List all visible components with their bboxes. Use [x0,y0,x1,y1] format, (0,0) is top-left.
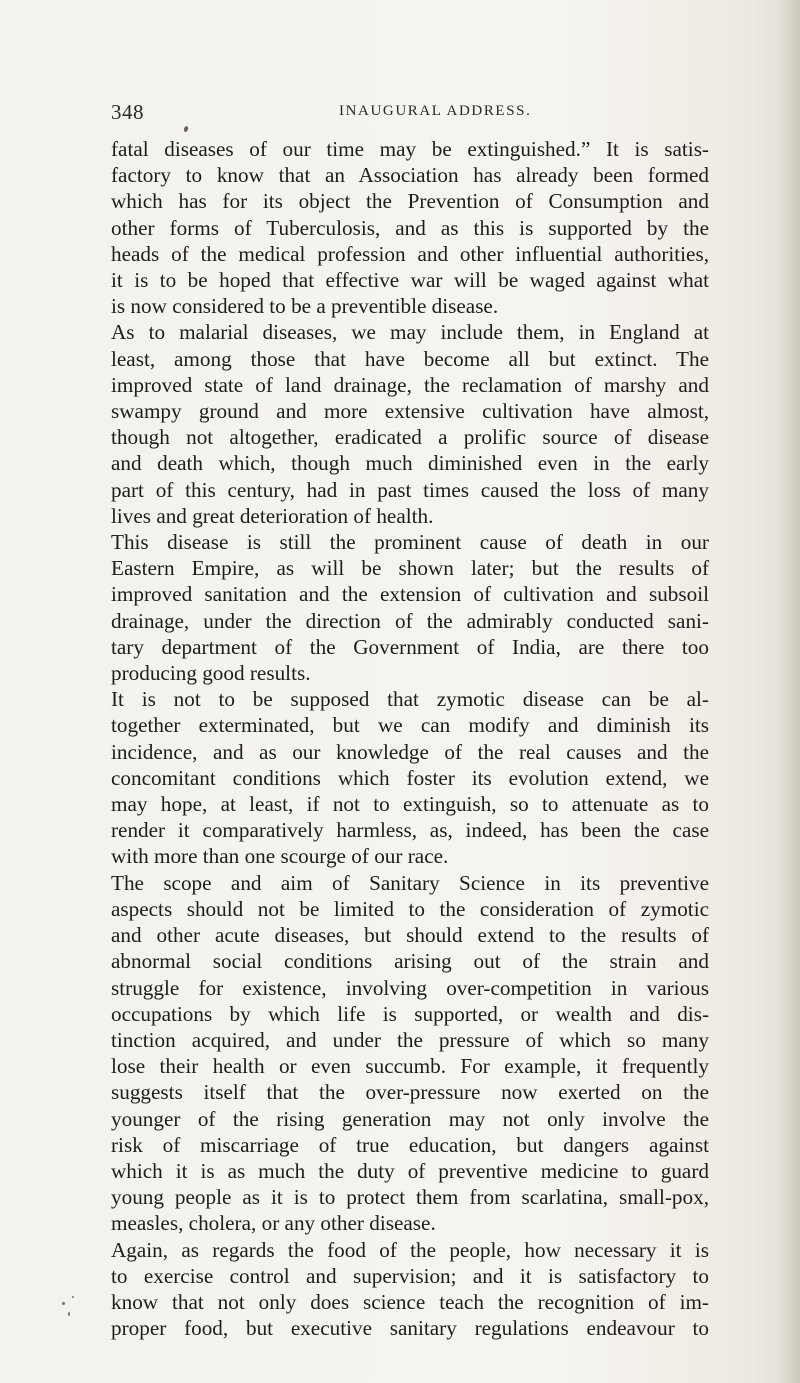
text-line: other forms of Tuberculosis, and as this is supported by the [111,215,709,240]
paragraph [111,870,709,1237]
text-line: fatal diseases of our time may be extinguished.” It is satis- [111,137,709,161]
ink-speck [72,1296,74,1298]
text-line: together exterminated, but we can modify and diminish its [111,713,709,738]
running-head: INAUGURAL ADDRESS. [339,103,532,119]
text-line: part of this century, had in past times caused the loss of many [111,477,709,502]
text-line: tinction acquired, and under the pressure of which so many [111,1027,709,1052]
text-line: Again, as regards the food of the people, how necessary it is [111,1237,709,1262]
text-line: abnormal social conditions arising out of the strain and [111,949,709,974]
text-line: may hope, at least, if not to extinguish, so to attenuate as to [111,792,709,817]
text-line: Eastern Empire, as will be shown later; but the results of [111,556,709,581]
text-line: and death which, though much diminished even in the early [111,451,709,476]
text-line: which has for its object the Prevention of Consumption and [111,189,709,214]
text-line: least, among those that have become all but extinct. The [111,346,709,371]
paragraph [111,529,709,686]
text-line: concomitant conditions which foster its evolution extend, we [111,765,709,790]
text-line: producing good results. [111,661,311,686]
text-line: improved sanitation and the extension of cultivation and subsoil [111,582,709,607]
paragraph [111,319,709,529]
text-line: render it comparatively harmless, as, indeed, has been the case [111,818,709,843]
paragraph [111,1237,709,1342]
text-line: measles, cholera, or any other disease. [111,1211,436,1236]
text-line: lose their health or even succumb. For example, it frequently [111,1054,709,1079]
text-line: to exercise control and supervision; and it is satisfactory to [111,1263,709,1288]
text-line: know that not only does science teach the recognition of im- [111,1289,709,1314]
text-line: This disease is still the prominent cause of death in our [111,530,709,555]
text-line: risk of miscarriage of true education, but dangers against [111,1132,709,1157]
text-line: it is to be hoped that effective war will be waged against what [111,268,709,293]
text-line: incidence, and as our knowledge of the real causes and the [111,739,709,764]
ink-speck [183,125,189,132]
text-line: swampy ground and more extensive cultivation have almost, [111,399,709,424]
text-line: which it is as much the duty of preventive medicine to guard [111,1158,709,1183]
paragraph [111,686,709,869]
ink-speck [68,1312,70,1316]
ink-speck [62,1302,65,1305]
text-line: and other acute diseases, but should extend to the results of [111,923,709,948]
text-line: suggests itself that the over-pressure now exerted on the [111,1080,709,1105]
text-line: aspects should not be limited to the consideration of zymotic [111,896,709,921]
text-line: lives and great deterioration of health. [111,503,434,528]
text-line: As to malarial diseases, we may include them, in England at [111,320,709,345]
text-line: heads of the medical profession and other influential authorities, [111,241,709,266]
page-header [111,100,709,130]
text-line: young people as it is to protect them from scarlatina, small-pox, [111,1185,709,1210]
text-line: It is not to be supposed that zymotic disease can be al- [111,687,709,712]
text-line: struggle for existence, involving over-competition in various [111,975,709,1000]
text-line: though not altogether, eradicated a prolific source of disease [111,425,709,450]
text-line: tary department of the Government of India, are there too [111,634,709,659]
text-line: with more than one scourge of our race. [111,844,449,869]
text-line: is now considered to be a preventible disease. [111,294,499,319]
text-line: proper food, but executive sanitary regulations endeavour to [111,1316,709,1341]
page-edge-shadow [778,0,800,1383]
page-number: 348 [111,100,144,124]
text-line: younger of the rising generation may not only involve the [111,1106,709,1131]
text-line: The scope and aim of Sanitary Science in its preventive [111,870,709,895]
text-line: factory to know that an Association has already been formed [111,163,709,188]
text-line: occupations by which life is supported, or wealth and dis- [111,1001,709,1026]
body-text [111,136,709,1341]
text-line: drainage, under the direction of the admirably conducted sani- [111,608,709,633]
text-line: improved state of land drainage, the reclamation of marshy and [111,372,709,397]
paragraph [111,136,709,319]
